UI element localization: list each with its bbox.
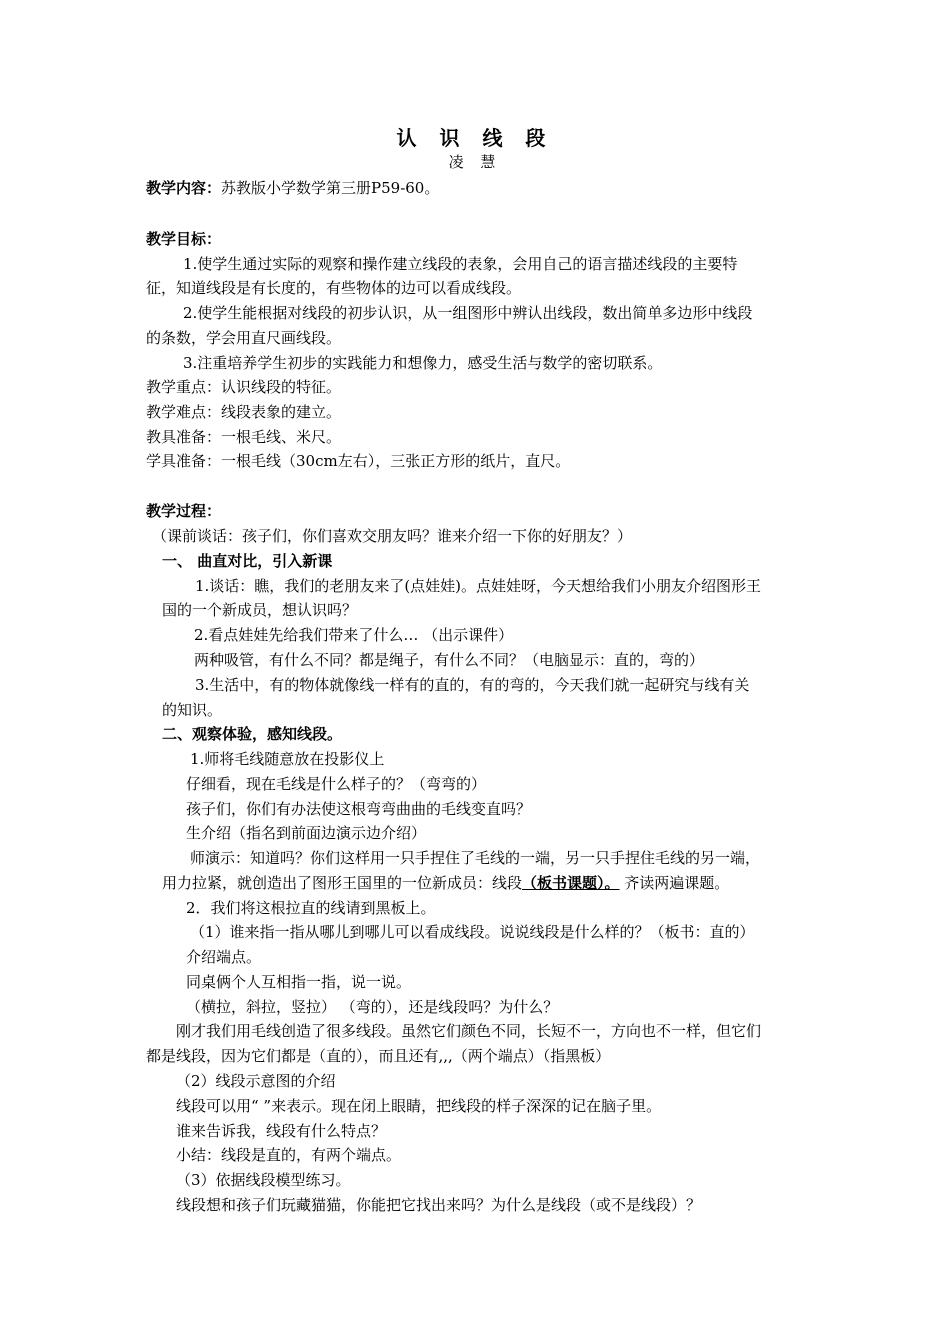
process-heading: 教学过程： xyxy=(146,502,222,520)
section-2-item-2-3-a: 线段想和孩子们玩藏猫猫，你能把它找出来吗？为什么是线段（或不是线段）？ xyxy=(176,1196,702,1214)
pre-talk: （课前谈话：孩子们，你们喜欢交朋友吗？谁来介绍一下你的好朋友？） xyxy=(152,527,633,545)
section-1-item-1-line-2: 国的一个新成员，想认识吗？ xyxy=(162,601,358,619)
section-2-summary-line-1: 刚才我们用毛线创造了很多线段。虽然它们颜色不同，长短不一，方向也不一样，但它们 xyxy=(176,1022,762,1040)
board-title-note: （板书课题）。 xyxy=(522,874,620,892)
section-2-item-2-1-d: （横拉，斜拉，竖拉） （弯的），还是线段吗？为什么？ xyxy=(186,998,559,1016)
demo-text-pre: 用力拉紧，就创造出了图形王国里的一位新成员：线段 xyxy=(162,874,523,892)
section-1-heading: 一、 曲直对比，引入新课 xyxy=(162,552,333,570)
goal-1-line-2: 征，知道线段是有长度的，有些物体的边可以看成线段。 xyxy=(146,279,522,297)
goal-2-line-2: 的条数，学会用直尺画线段。 xyxy=(146,329,342,347)
content-line xyxy=(146,179,439,197)
section-2-demo-line-1: 师演示：知道吗？你们这样用一只手捏住了毛线的一端，另一只手捏住毛线的另一端， xyxy=(190,849,761,867)
section-2-item-2-2-b: 谁来告诉我，线段有什么特点？ xyxy=(176,1122,387,1140)
key-point: 教学重点：认识线段的特征。 xyxy=(146,378,342,396)
section-2-item-2-1-b: 介绍端点。 xyxy=(186,948,262,966)
student-tools: 学具准备：一根毛线（30cm左右），三张正方形的纸片，直尺。 xyxy=(146,452,571,470)
section-2-item-2-1-c: 同桌俩个人互相指一指，说一说。 xyxy=(186,973,412,991)
section-2-item-2-2-a: 线段可以用“ ”来表示。现在闭上眼睛，把线段的样子深深的记在脑子里。 xyxy=(176,1097,662,1115)
section-2-summary-line-2: 都是线段，因为它们都是（直的），而且还有,,,（两个端点）（指黑板） xyxy=(146,1047,611,1065)
section-1-item-3-line-2: 的知识。 xyxy=(162,701,223,719)
section-2-demo-line-2 xyxy=(162,874,729,892)
goal-2-line-1: 2.使学生能根据对线段的初步认识，从一组图形中辨认出线段，数出简单多边形中线段 xyxy=(183,304,753,322)
content-text: 苏教版小学数学第三册P59-60。 xyxy=(221,179,440,197)
section-2-item-1-q2: 孩子们，你们有办法使这根弯弯曲曲的毛线变直吗？ xyxy=(186,800,532,818)
section-1-item-1-line-1: 1.谈话：瞧，我们的老朋友来了(点娃娃)。点娃娃呀，今天想给我们小朋友介绍图形王 xyxy=(195,577,762,595)
difficulty: 教学难点：线段表象的建立。 xyxy=(146,403,342,421)
section-2-item-2-3: （3）依据线段模型练习。 xyxy=(176,1171,351,1189)
section-2-heading: 二、观察体验，感知线段。 xyxy=(162,725,343,743)
section-2-item-2-2-c: 小结：线段是直的，有两个端点。 xyxy=(176,1146,402,1164)
demo-text-post: 齐读两遍课题。 xyxy=(619,874,730,892)
section-1-item-3-line-1: 3.生活中，有的物体就像线一样有的直的，有的弯的，今天我们就一起研究与线有关 xyxy=(195,676,750,694)
section-2-item-1-q3: 生介绍（指名到前面边演示边介绍） xyxy=(186,824,427,842)
section-1-item-2-sub: 两种吸管，有什么不同？都是绳子，有什么不同？（电脑显示：直的，弯的） xyxy=(194,651,705,669)
author-name: 凌 慧 xyxy=(448,153,502,171)
teacher-tools: 教具准备：一根毛线、米尺。 xyxy=(146,428,342,446)
section-2-item-1: 1.师将毛线随意放在投影仪上 xyxy=(190,750,385,768)
lesson-title: 认 识 线 段 xyxy=(396,126,554,150)
section-1-item-2: 2.看点娃娃先给我们带来了什么… （出示课件） xyxy=(194,626,514,644)
goal-3: 3.注重培养学生初步的实践能力和想像力，感受生活与数学的密切联系。 xyxy=(183,354,663,372)
goal-1-line-1: 1.使学生通过实际的观察和操作建立线段的表象，会用自己的语言描述线段的主要特 xyxy=(183,255,738,273)
content-label: 教学内容： xyxy=(146,179,222,197)
section-2-item-2-2: （2）线段示意图的介绍 xyxy=(176,1072,336,1090)
section-2-item-1-q1: 仔细看，现在毛线是什么样子的？（弯弯的） xyxy=(186,775,487,793)
section-2-item-2-1-a: （1）谁来指一指从哪儿到哪儿可以看成线段。说说线段是什么样的？（板书：直的） xyxy=(190,923,755,941)
goals-heading: 教学目标： xyxy=(146,230,222,248)
section-2-item-2: 2．我们将这根拉直的线请到黑板上。 xyxy=(186,899,436,917)
